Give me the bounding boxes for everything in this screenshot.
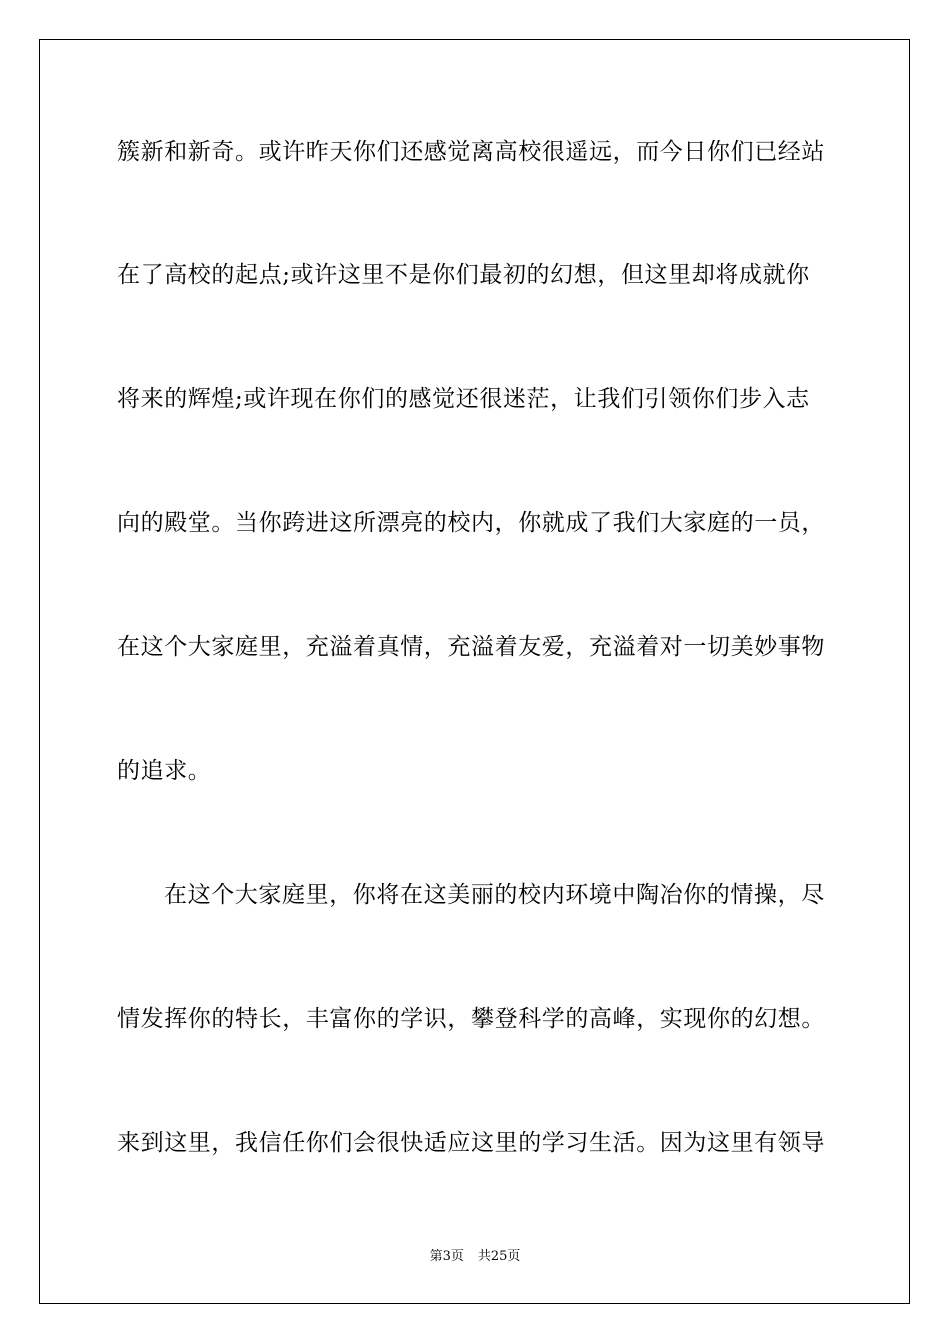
text-line-1: 簇新和新奇。或许昨天你们还感觉离高校很遥远，而今日你们已经站 <box>117 139 825 165</box>
text-line-4: 向的殿堂。当你跨进这所漂亮的校内，你就成了我们大家庭的一员， <box>117 510 825 536</box>
text-line-8: 情发挥你的特长，丰富你的学识，攀登科学的高峰，实现你的幻想。 <box>117 1006 825 1032</box>
total-pages: 共25页 <box>477 1249 521 1264</box>
text-line-5: 在这个大家庭里，充溢着真情，充溢着友爱，充溢着对一切美妙事物 <box>117 634 825 660</box>
paragraph-start-line: 在这个大家庭里，你将在这美丽的校内环境中陶冶你的情操，尽 <box>164 882 825 908</box>
page-border <box>39 39 910 1304</box>
page-footer <box>0 1248 950 1266</box>
text-line-9: 来到这里，我信任你们会很快适应这里的学习生活。因为这里有领导 <box>117 1130 825 1156</box>
text-line-2: 在了高校的起点;或许这里不是你们最初的幻想，但这里却将成就你 <box>117 262 810 288</box>
text-line-3: 将来的辉煌;或许现在你们的感觉还很迷茫，让我们引领你们步入志 <box>117 386 810 412</box>
page-number: 第3页 <box>429 1249 464 1264</box>
text-line-6: 的追求。 <box>117 758 212 784</box>
